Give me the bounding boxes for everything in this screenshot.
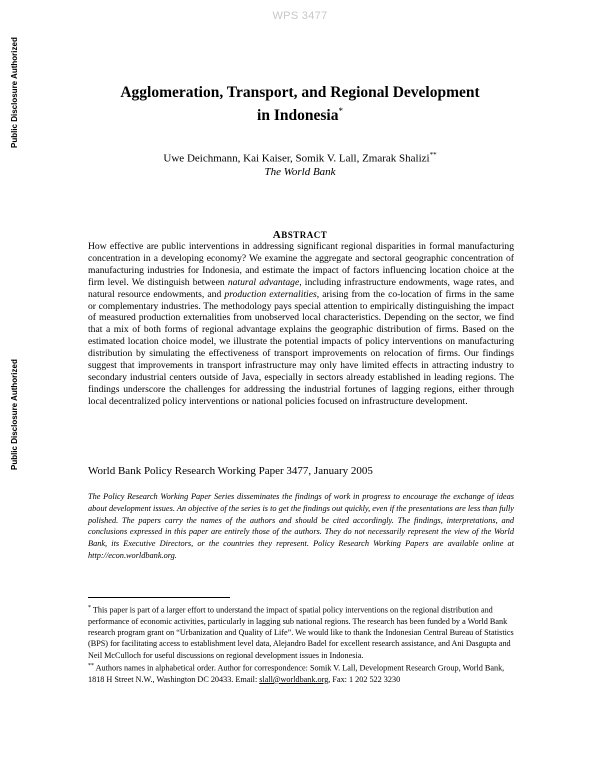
email-link[interactable]: slall@worldbank.org xyxy=(259,674,329,684)
abstract-term-production-externalities: production externalities xyxy=(224,288,317,300)
footnote-1-mark: * xyxy=(88,605,91,611)
abstract-heading xyxy=(0,229,600,241)
title-line-1: Agglomeration, Transport, and Regional Development xyxy=(120,84,480,101)
abstract-body xyxy=(88,241,514,408)
authors-footnote-mark: ** xyxy=(429,151,437,159)
footnote-2-text: Authors names in alphabetical order. Author for correspondence: Somik V. Lall, Development Research Group, World Bank, 1818 H Street N.W., Washington DC 20433. Email: xyxy=(88,663,505,684)
affiliation: The World Bank xyxy=(264,166,336,178)
authors xyxy=(80,151,520,165)
series-disclaimer: The Policy Research Working Paper Series disseminates the findings of work in progress to encourage the exchange of ideas about development issues. An objective of the series is to get the findings out quickly, even if the presentations are less than fully polished. The papers carry the names of the authors and should be cited accordingly. The findings, interpretations, and conclusions expressed in this paper are entirely those of the authors. They do not necessarily represent the view of the World Bank, its Executive Directors, or the countries they represent. Policy Research Working Papers are available online at http://econ.worldbank.org. xyxy=(88,492,514,560)
report-code: WPS 3477 xyxy=(272,10,328,22)
footnote-2 xyxy=(88,661,516,685)
abstract-part-3: , arising from the co-location of firms in the same or complementary industries. The methodology pays special attention to empirically distinguishing the impact of measured production externalities from unobserved local characteristics. Depending on the sector, we find that a mix of both forms of regional advantage explains the geographic distribution of firms. Based on the estimated location choice model, we illustrate the potential impacts of policy interventions on manufacturing distribution by simulating the effectiveness of transport improvements on relocation of firms. Our findings suggest that improvements in transport infrastructure may only have limited effects in attracting industry to secondary industrial centers outside of Java, especially in sectors already established in leading regions. The findings underscore the challenges for addressing the industrial fortunes of lagging regions, either through local decentralized policy interventions or national policies focused on infrastructure development. xyxy=(88,288,514,407)
working-paper-line: World Bank Policy Research Working Paper 3477, January 2005 xyxy=(88,465,373,477)
abstract-part-1: How effective are public interventions in addressing significant regional disparities in formal manufacturing concentration in a developing economy? We examine the aggregate and sectoral geographic concentration of manufacturing industries for Indonesia, and estimate the impact of factors influencing location choice at the firm level. We distinguish between xyxy=(88,241,514,288)
footnote-2-end: , Fax: 1 202 522 3230 xyxy=(328,674,401,684)
footnote-2-mark: ** xyxy=(88,662,94,669)
footnote-1 xyxy=(88,603,516,661)
paper-title xyxy=(100,84,500,125)
abstract-part-2: , including infrastructure endowments, wage rates, and natural resource endowments, and xyxy=(88,276,515,300)
abstract-term-natural-advantage: natural advantage xyxy=(227,276,300,288)
author-list: Uwe Deichmann, Kai Kaiser, Somik V. Lall, Zmarak Shalizi xyxy=(163,152,430,165)
footnote-divider xyxy=(88,597,230,598)
footnotes xyxy=(88,603,516,685)
footnote-1-text: This paper is part of a larger effort to understand the impact of spatial policy interventions on the regional distribution and performance of economic activities, particularly in lagging sub national regions. The research has been funded by a World Bank research program grant on “Urbanization and Quality of Life”. We would like to thank the Indonesian Central Bureau of Statistics (BPS) for facilitating access to establishment level data, Alejandro Badel for excellent research assistance, and Ani Dasgupta and Neil McCulloch for useful discussions on regional development issues in Indonesia. xyxy=(88,605,514,660)
title-footnote-mark: * xyxy=(338,106,343,116)
abstract-heading-rest: BSTRACT xyxy=(281,230,328,240)
title-line-2: in Indonesia xyxy=(257,107,339,125)
abstract-heading-initial: A xyxy=(272,229,282,241)
